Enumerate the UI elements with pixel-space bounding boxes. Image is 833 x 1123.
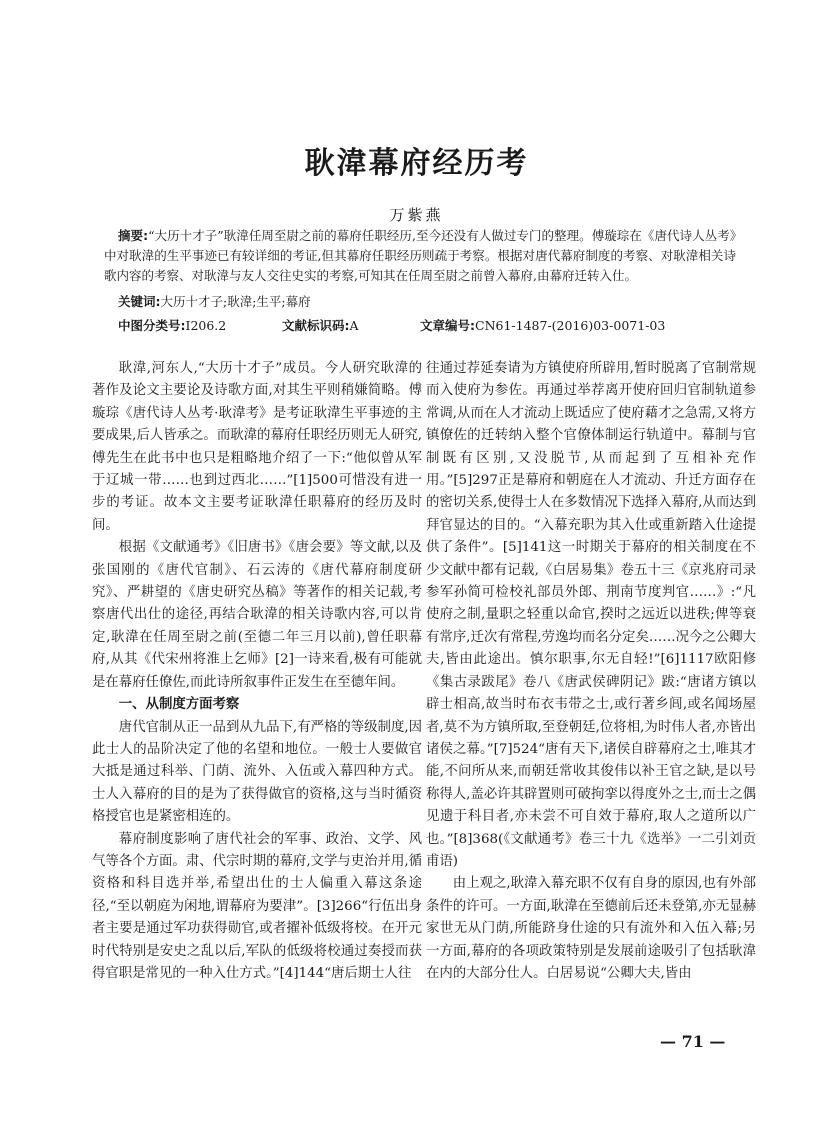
- abstract: [104, 226, 736, 286]
- page-number: — 71 —: [660, 1032, 726, 1051]
- paragraph: 往通过荐延奏请为方镇使府所辟用,暂时脱离了官制常规而入使府为参佐。再通过举荐离开使府回归官制轨道参常调,从而在人才流动上既适应了使府藉才之急需,又将方镇僚佐的迁转纳入整个官僚体制运行轨道中。幕制与官制既有区别,又没脱节,从而起到了互相补充作用。”[5]297正是幕府和朝庭在人才流动、升迁方面存在的密切关系,使得士人在多数情况下选择入幕府,从而达到拜官显达的目的。“入幕充职为其入仕或重新踏入仕途提供了条件”。[5]141这一时期关于幕府的相关制度在不少文献中都有记载,《白居易集》卷五十三《京兆府司录参军孙简可检校礼部员外郎、荆南节度判官……》:“凡使府之制,量职之轻重以命官,揆时之远近以进秩;俾等衰有常序,迁次有常程,劳逸均而名分定矣……况今之公卿大夫,皆由此途出。慎尔职事,尔无自轻!”[6]1117欧阳修《集古录跋尾》卷八《唐武侯碑阴记》跋:“唐诸方镇以辟士相高,故当时布衣韦带之士,或行著乡闾,或名闻场屋者,莫不为方镇所取,至登朝廷,位将相,为时伟人者,亦皆出诸侯之幕。”[7]524“唐有天下,诸侯自辟幕府之士,唯其才能,不问所从来,而朝廷常收其俊伟以补王官之缺,是以号称得人,盖必许其辟置则可破拘挛以得度外之士,而士之偶见遗于科目者,亦未尝不可自效于幕府,取人之道所以广也。”[8]368(《文献通考》卷三十九《选举》一二引刘贡甫语): [426, 361, 756, 869]
- article-number: [420, 316, 665, 334]
- article-label: 文章编号:: [420, 318, 475, 333]
- paragraph: 根据《文献通考》《旧唐书》《唐会要》等文献,以及张国刚的《唐代官制》、石云涛的《唐代幕府制度研究》、严耕望的《唐史研究丛稿》等著作的相关记载,考察唐代出仕的途径,再结合耿湋的相关诗歌内容,可以肯定,耿湋在任周至尉之前(至德二年三月以前),曾任职幕府,从其《代宋州将淮上乞师》[2]一诗来看,极有可能就是在幕府任僚佐,而此诗所叙事件正发生在至德年间。: [92, 540, 422, 690]
- paragraph: 唐代官制从正一品到从九品下,有严格的等级制度,因此士人的品阶决定了他的名望和地位。一般士人要做官大抵是通过科举、门荫、流外、入伍或入幕四种方式。士人入幕府的目的是为了获得做官的资格,这与当时循资格授官也是紧密相连的。: [92, 719, 422, 825]
- keywords-text: 大历十才子;耿湋;生平;幕府: [160, 294, 311, 309]
- author-name: 万紫燕: [389, 206, 444, 224]
- clc-value: I206.2: [185, 318, 227, 333]
- paragraph: 幕府制度影响了唐代社会的军事、政治、文学、风气等各个方面。肃、代宗时期的幕府,文学与吏治并用,循资格和科目选并举,希望出仕的士人偏重入幕这条途径,“至以朝庭为闲地,谓幕府为要津”。[3]266“行伍出身者主要是通过军功获得勋官,或者擢补低级将校。在开元时代特别是安史之乱以后,军队的低级将校通过奏授而获得官职是常见的一种入仕方式。”[4]144“唐后期士人往: [92, 831, 422, 981]
- left-column: [92, 358, 422, 985]
- doc-label: 文献标识码:: [282, 318, 350, 333]
- keywords: [118, 292, 311, 310]
- abstract-text: “大历十才子”耿湋任周至尉之前的幕府任职经历,至今还没有人做过专门的整理。傅璇琮在《唐代诗人丛考》中对耿湋的生平事迹已有较详细的考证,但其幕府任职经历则疏于考察。根据对唐代幕府制度的考察、对耿湋相关诗歌内容的考察、对耿湋与友人交往史实的考察,可知其在任周至尉之前曾入幕府,由幕府迁转入仕。: [104, 228, 737, 283]
- right-column: [426, 358, 756, 985]
- clc-number: [118, 316, 226, 334]
- article-title: 耿湋幕府经历考: [304, 146, 529, 181]
- doc-value: A: [349, 318, 359, 333]
- article-value: CN61-1487-(2016)03-0071-03: [475, 318, 666, 333]
- section-heading: 一、从制度方面考察: [118, 697, 240, 713]
- document-code: [282, 316, 359, 334]
- abstract-label: 摘要:: [118, 228, 149, 243]
- keywords-label: 关键词:: [118, 294, 161, 309]
- paragraph: 耿湋,河东人,“大历十才子”成员。今人研究耿湋的著作及论文主要论及诗歌方面,对其生平则稍嫌简略。傅璇琮《唐代诗人丛考·耿湋考》是考证耿湋生平事迹的主要成果,后人皆承之。而耿湋的幕府任职经历则无人研究,傅先生在此书中也只是粗略地介绍了一下:“他似曾从军于辽城一带……也到过西北……”[1]500可惜没有进一步的考证。故本文主要考证耿湋任职幕府的经历及时间。: [92, 361, 422, 533]
- clc-label: 中图分类号:: [118, 318, 186, 333]
- paragraph: 由上观之,耿湋入幕充职不仅有自身的原因,也有外部条件的许可。一方面,耿湋在至德前后还未登第,亦无显赫家世无从门荫,所能跻身仕途的只有流外和入伍入幕;另一方面,幕府的各项政策特别是发展前途吸引了包括耿湋在内的大部分仕人。白居易说“公卿大夫,皆由: [426, 876, 756, 981]
